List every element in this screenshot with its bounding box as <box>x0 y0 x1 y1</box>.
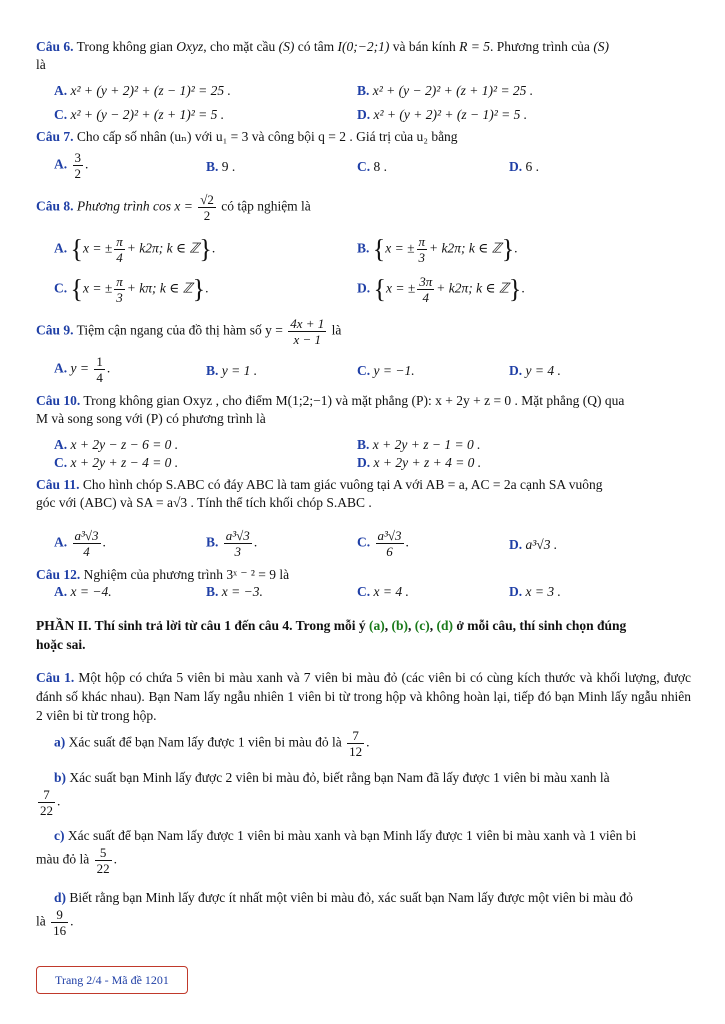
question-number: Câu 6. <box>36 39 74 54</box>
part-2-heading <box>36 616 691 654</box>
q12-option-d[interactable] <box>509 583 561 601</box>
statement-text: Biết rằng bạn Minh lấy được ít nhất một viên bi màu đỏ, xác suất bạn Nam lấy được một viên bi màu đỏ <box>66 890 633 905</box>
question-10 <box>36 392 691 428</box>
denominator: 3 <box>116 290 123 305</box>
q7-option-d[interactable] <box>509 158 539 176</box>
option-label: D. <box>357 280 371 296</box>
numerator: 4x + 1 <box>290 316 325 331</box>
question-text: Trong không gian Oxyz , cho điểm M(1;2;−1) và mặt phẳng (P): x + 2y + z = 0 . Mặt phẳng (Q) qua <box>80 393 625 408</box>
question-text: . Phương trình của <box>489 39 594 54</box>
option-text: + k2π; k ∈ ℤ <box>429 240 502 256</box>
option-label: A. <box>54 534 68 550</box>
heading-text: , <box>429 618 437 633</box>
question-11 <box>36 476 691 512</box>
heading-text: (b) <box>391 618 408 633</box>
numerator: π <box>116 234 123 249</box>
option-text: a³√3 . <box>525 537 558 552</box>
q7-option-c[interactable] <box>357 158 387 176</box>
statement-text: . <box>57 793 61 809</box>
brace: { <box>70 274 83 304</box>
option-label: D. <box>357 107 371 122</box>
denominator: 16 <box>53 923 67 938</box>
fraction <box>288 316 326 347</box>
option-text: + k2π; k ∈ ℤ <box>436 280 509 296</box>
option-text: x + 2y + z − 1 = 0 . <box>372 437 481 452</box>
q12-option-b[interactable] <box>206 583 263 601</box>
option-label: D. <box>509 537 523 552</box>
option-text: x + 2y + z + 4 = 0 . <box>373 455 482 470</box>
q10-option-d[interactable] <box>357 454 481 472</box>
option-text: 6 . <box>525 159 539 174</box>
q8-option-c[interactable]: C. {x = ± $\frac{\pi}{3}$ + kπ; k ∈ ℤ}. <box>54 274 209 305</box>
denominator: 3 <box>234 544 242 559</box>
denominator: 3 <box>418 250 426 265</box>
q10-option-a[interactable] <box>54 436 178 454</box>
numerator: 1 <box>96 354 103 369</box>
numerator: 7 <box>38 787 55 803</box>
question-text: Cho hình chóp S.ABC có đáy ABC là tam giác vuông tại A với AB = a, AC = 2a cạnh SA vuông <box>79 477 603 492</box>
math: Oxyz <box>176 39 204 54</box>
q9-option-c[interactable] <box>357 362 415 380</box>
option-label: A. <box>54 437 68 452</box>
page-footer: Trang 2/4 - Mã đề 1201 <box>36 966 188 994</box>
question-text: Cho cấp số nhân (uₙ) với u₁ = 3 và công bội q = 2 . Giá trị của u₂ bằng <box>73 129 458 144</box>
numerator: π <box>116 274 123 289</box>
option-text: . <box>85 156 89 172</box>
option-text: . <box>405 534 409 550</box>
denominator: 4 <box>83 544 90 559</box>
fraction <box>114 234 125 265</box>
question-number: Câu 11. <box>36 477 80 492</box>
question-text: M và song song với (P) có phương trình là <box>36 411 266 426</box>
fraction <box>114 274 125 305</box>
option-label: C. <box>357 159 371 174</box>
numerator: 5 <box>95 845 112 861</box>
option-text: x = ± <box>385 240 415 256</box>
question-number: Câu 9. <box>36 322 74 338</box>
fraction <box>95 845 112 876</box>
math: R = 5 <box>459 39 490 54</box>
option-label: A. <box>54 83 68 98</box>
question-number: Câu 12. <box>36 567 81 582</box>
q11-option-d[interactable] <box>509 536 557 554</box>
q8-option-a[interactable]: A. {x = ± $\frac{\pi}{4}$ + k2π; k ∈ ℤ}. <box>54 234 216 265</box>
numerator: 3π <box>419 274 433 289</box>
option-text: x = ± <box>82 280 113 296</box>
option-text: x² + (y + 2)² + (z − 1)² = 5 . <box>373 107 528 122</box>
numerator: 7 <box>347 728 364 744</box>
denominator: 4 <box>422 290 429 305</box>
question-text: Phương trình cos x = <box>73 198 197 214</box>
question-text: có tâm <box>294 39 338 54</box>
option-text: x = ± <box>82 240 113 256</box>
question-text: Trong không gian <box>73 39 177 54</box>
option-label: D. <box>509 584 523 599</box>
numerator: a³√3 <box>74 528 99 543</box>
statement-label: c) <box>54 828 65 843</box>
statement-label: a) <box>54 734 66 750</box>
option-text: y = 4 . <box>525 363 561 378</box>
option-text: x² + (y − 2)² + (z + 1)² = 25 . <box>372 83 534 98</box>
statement-a[interactable] <box>36 728 691 759</box>
q12-option-a[interactable] <box>54 583 112 601</box>
brace: { <box>373 274 386 304</box>
statement-text: Xác suất bạn Minh lấy được 2 viên bi màu đỏ, biết rằng bạn Nam đã lấy được 1 viên bi màu xanh là <box>66 770 610 785</box>
numerator: π <box>418 234 426 249</box>
option-text: x = ± <box>385 280 416 296</box>
denominator: 4 <box>116 250 123 265</box>
option-label: C. <box>357 363 371 378</box>
fraction <box>73 150 84 181</box>
option-label: C. <box>54 455 68 470</box>
statement-text: Xác suất để bạn Nam lấy được 1 viên bi màu đỏ là <box>65 734 346 750</box>
question-text: là <box>36 57 46 72</box>
numerator: 3 <box>74 150 81 165</box>
q9-option-a[interactable] <box>54 354 110 385</box>
option-text: x = −4. <box>70 584 112 599</box>
brace: { <box>372 234 386 264</box>
option-text: + k2π; k ∈ ℤ <box>126 240 200 256</box>
q10-option-c[interactable] <box>54 454 178 472</box>
fraction <box>51 907 68 938</box>
heading-text: , <box>408 618 415 633</box>
option-label: D. <box>509 159 523 174</box>
option-text: . <box>253 534 258 550</box>
q11-option-b[interactable] <box>206 528 257 559</box>
option-label: A. <box>54 584 68 599</box>
heading-text: PHẦN II. Thí sinh trả lời từ câu 1 đến câu 4. Trong mỗi ý <box>36 618 369 633</box>
question-text: Một hộp có chứa 5 viên bi màu xanh và 7 viên bi màu đỏ (các viên bi có cùng kích thước và khối lượng, được đánh số khác nhau). Bạn Nam lấy ngẫu nhiên 1 viên bi từ trong hộp và không hoàn lại, tiếp đó bạn Minh lấy ngẫu nhiên 2 viên bi từ trong hộp. <box>36 670 691 723</box>
statement-b[interactable] <box>36 768 691 818</box>
option-text: 8 . <box>373 159 387 174</box>
denominator: 6 <box>386 544 393 559</box>
fraction <box>224 528 252 559</box>
statement-text: màu đỏ là <box>36 851 93 867</box>
q12-option-c[interactable] <box>357 583 409 601</box>
denominator: 2 <box>74 166 81 181</box>
option-text: . <box>106 360 111 376</box>
option-text: x² + (y − 2)² + (z + 1)² = 5 . <box>70 107 225 122</box>
fraction <box>73 528 101 559</box>
option-label: C. <box>54 280 68 296</box>
q9-option-d[interactable] <box>509 362 561 380</box>
question-text: và bán kính <box>389 39 460 54</box>
numerator: a³√3 <box>377 528 402 543</box>
fraction <box>417 234 428 265</box>
fraction <box>417 274 434 305</box>
option-text: + kπ; k ∈ ℤ <box>126 280 193 296</box>
question-number: Câu 7. <box>36 129 74 144</box>
question-7 <box>36 128 691 146</box>
option-label: B. <box>357 83 370 98</box>
statement-text: . <box>366 734 370 750</box>
math: I(0;−2;1) <box>337 39 390 54</box>
option-label: C. <box>357 534 371 550</box>
option-text: x = 3 . <box>525 584 561 599</box>
brace: } <box>199 234 212 264</box>
option-label: C. <box>54 107 68 122</box>
question-number: Câu 10. <box>36 393 81 408</box>
q7-option-b[interactable] <box>206 158 235 176</box>
option-label: D. <box>357 455 371 470</box>
option-label: C. <box>357 584 371 599</box>
option-label: B. <box>206 159 219 174</box>
heading-text: , <box>384 618 392 633</box>
statement-label: d) <box>54 890 67 905</box>
option-text: 9 . <box>221 159 236 174</box>
denominator: x − 1 <box>293 332 322 347</box>
heading-text: ở mỗi câu, thí sinh chọn đúng <box>452 618 627 633</box>
brace: } <box>192 274 206 304</box>
fraction <box>347 728 364 759</box>
q10-option-b[interactable] <box>357 436 480 454</box>
option-text: x² + (y + 2)² + (z − 1)² = 25 . <box>70 83 231 98</box>
question-6 <box>36 38 691 74</box>
q6-option-b[interactable] <box>357 82 533 100</box>
question-text: Tiệm cận ngang của đồ thị hàm số y = <box>73 322 287 338</box>
q11-option-a[interactable] <box>54 528 106 559</box>
fraction <box>198 192 216 223</box>
numerator: 9 <box>51 907 68 923</box>
question-8 <box>36 192 691 223</box>
brace: } <box>501 234 515 264</box>
question-text: góc với (ABC) và SA = a√3 . Tính thể tích khối chóp S.ABC . <box>36 495 372 510</box>
denominator: 2 <box>203 208 211 223</box>
denominator: 12 <box>349 744 363 759</box>
q11-option-c[interactable] <box>357 528 409 559</box>
option-text: x + 2y + z − 4 = 0 . <box>70 455 179 470</box>
part2-question-1 <box>36 668 691 725</box>
question-text: Nghiệm của phương trình 3ˣ ⁻ ² = 9 là <box>80 567 290 582</box>
statement-c[interactable] <box>36 826 691 876</box>
option-label: A. <box>54 156 68 172</box>
brace: } <box>508 274 522 304</box>
statement-label: b) <box>54 770 67 785</box>
option-text: y = −1. <box>373 363 415 378</box>
option-label: A. <box>54 240 68 256</box>
fraction <box>38 787 55 818</box>
option-label: B. <box>206 584 219 599</box>
numerator: √2 <box>200 192 214 207</box>
question-text: có tập nghiệm là <box>217 198 311 214</box>
q9-option-b[interactable] <box>206 362 257 380</box>
q6-option-c[interactable] <box>54 106 224 124</box>
statement-text: Xác suất để bạn Nam lấy được 1 viên bi màu xanh và bạn Minh lấy được 1 viên bi màu xanh và 1 viên bi <box>64 828 637 843</box>
math: (S) <box>593 39 610 54</box>
denominator: 22 <box>96 861 110 876</box>
option-text: x = −3. <box>221 584 263 599</box>
q7-option-a[interactable] <box>54 150 88 181</box>
heading-text: (d) <box>436 618 453 633</box>
option-label: B. <box>206 363 219 378</box>
q6-option-d[interactable] <box>357 106 527 124</box>
question-number: Câu 1. <box>36 670 75 685</box>
fraction <box>376 528 404 559</box>
brace: { <box>70 234 83 264</box>
heading-text: (c) <box>414 618 430 633</box>
option-label: D. <box>509 363 523 378</box>
question-text: là <box>328 322 342 338</box>
denominator: 4 <box>96 370 103 385</box>
heading-text: hoặc sai. <box>36 637 86 652</box>
option-label: B. <box>206 534 219 550</box>
statement-text: . <box>113 851 117 867</box>
numerator: a³√3 <box>225 528 250 543</box>
fraction <box>94 354 105 385</box>
q8-option-b[interactable]: B. {x = ± $\frac{\pi}{3}$ + k2π; k ∈ ℤ}. <box>357 234 518 265</box>
option-label: B. <box>357 437 370 452</box>
option-text: x = 4 . <box>373 584 409 599</box>
denominator: 22 <box>40 803 53 818</box>
question-text: , cho mặt cầu <box>203 39 279 54</box>
option-label: A. <box>54 360 68 376</box>
option-text: y = 1 . <box>221 363 258 378</box>
q6-option-a[interactable] <box>54 82 231 100</box>
question-number: Câu 8. <box>36 198 74 214</box>
option-text: x + 2y − z − 6 = 0 . <box>70 437 179 452</box>
math: (S) <box>278 39 295 54</box>
statement-d[interactable] <box>36 888 691 938</box>
heading-text: (a) <box>369 618 385 633</box>
option-text: y = <box>70 360 93 376</box>
q8-option-d[interactable]: D. {x = ± $\frac{3\pi}{4}$ + k2π; k ∈ ℤ}. <box>357 274 525 305</box>
question-9 <box>36 316 691 347</box>
question-12 <box>36 566 691 584</box>
option-text: . <box>102 534 106 550</box>
statement-text: là <box>36 913 50 929</box>
statement-text: . <box>70 913 74 929</box>
option-label: B. <box>357 240 370 256</box>
